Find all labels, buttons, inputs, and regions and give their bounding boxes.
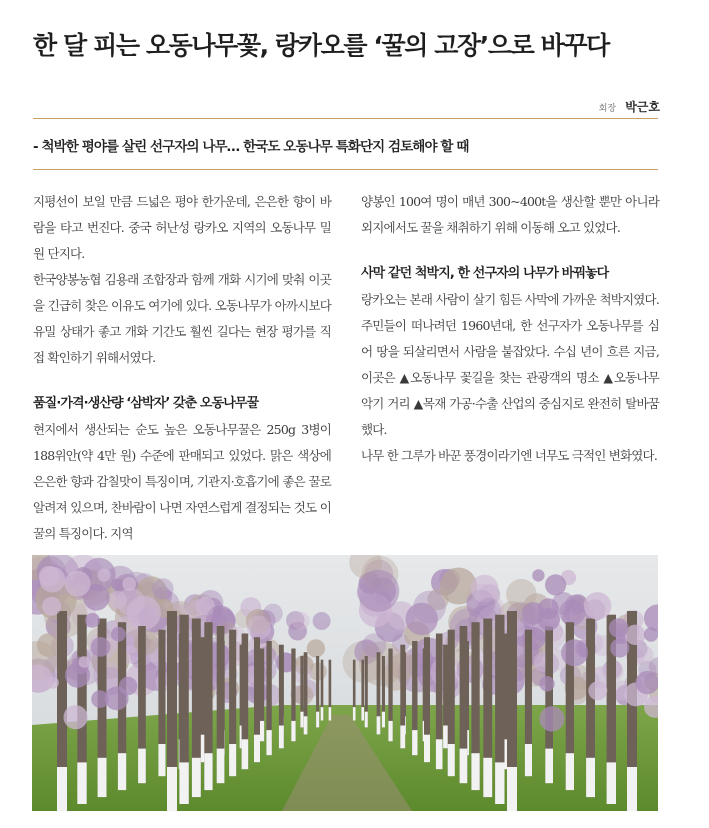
blossom-cluster: [85, 613, 100, 628]
left-column: [33, 189, 331, 547]
trunk-whitewash: [158, 744, 165, 776]
blossom-cluster: [561, 639, 588, 666]
blossom-cluster: [152, 578, 173, 599]
blossom-cluster: [134, 631, 158, 655]
trunk-whitewash: [329, 707, 332, 720]
trunk-whitewash: [507, 767, 517, 811]
blossom-cluster: [538, 608, 561, 631]
trunk-whitewash: [460, 749, 468, 784]
trunk-whitewash: [291, 721, 295, 741]
blossom-cluster: [313, 612, 331, 630]
blossom-cluster: [362, 633, 386, 657]
trunk-whitewash: [217, 749, 225, 784]
blossom-cluster: [357, 570, 399, 612]
trunk-whitewash: [229, 744, 236, 776]
author-name: 박근호: [625, 100, 660, 114]
trunk-whitewash: [361, 707, 364, 720]
trunk-whitewash: [77, 762, 86, 804]
right-paragraph-1: 양봉인 100여 명이 매년 300~400t을 생산할 뿐만 아니라 외지에서도 꿀을 채취하기 위해 이동해 오고 있었다.: [361, 194, 659, 235]
blossom-cluster: [539, 706, 564, 731]
trunk-whitewash: [388, 721, 392, 741]
blossom-cluster: [532, 569, 544, 581]
trunk-whitewash: [443, 726, 448, 749]
divider-bottom: [33, 169, 658, 170]
blossom-cluster: [413, 591, 446, 624]
trunk-whitewash: [260, 721, 264, 741]
blossom-cluster: [559, 599, 585, 625]
blossom-cluster: [588, 681, 607, 700]
blossom-cluster: [97, 569, 110, 582]
trunk-whitewash: [316, 712, 319, 728]
trunk-whitewash: [436, 739, 443, 769]
trunk-whitewash: [321, 707, 324, 720]
trunk-whitewash: [545, 749, 553, 784]
blossom-cluster: [42, 597, 61, 616]
blossom-cluster: [111, 578, 123, 590]
article-subtitle: - 척박한 평야를 살린 선구자의 나무… 한국도 오동나무 특화단지 검토해야 할 때: [33, 139, 469, 155]
trunk-whitewash: [448, 744, 455, 776]
author-byline: [599, 96, 660, 115]
trunk-whitewash: [400, 726, 405, 749]
right-column: [361, 189, 659, 469]
right-paragraph-2: 랑카오는 본래 사람이 살기 힘든 사막에 가까운 척박지였다. 주민들이 떠나려던 1960년대, 한 선구자가 오동나무를 심어 땅을 되살리면서 사람을 붙잡았다. 수십 년이 흐른 지금, 이곳은 ▲오동나무 꽃길을 찾는 관광객의 명소 ▲오동나무 악기 거리 ▲목재 가공·수출 산업의 중심지로 완전히 탈바꿈했다.: [361, 292, 659, 437]
trunk-whitewash: [483, 758, 492, 797]
trunk-whitewash: [566, 753, 574, 790]
blossom-cluster: [292, 612, 310, 630]
blossom-cluster: [47, 677, 59, 689]
trunk-whitewash: [424, 735, 430, 763]
photo-illustration: [32, 555, 658, 811]
blossom-cluster: [545, 574, 566, 595]
left-section-heading: 품질·가격·생산량 ‘삼박자’ 갖춘 오동나무꿀: [33, 396, 259, 411]
trunk-whitewash: [304, 716, 308, 734]
trunk-whitewash: [627, 767, 637, 811]
trunk-whitewash: [118, 753, 126, 790]
blossom-cluster: [78, 656, 90, 668]
trunk-whitewash: [98, 758, 107, 797]
right-section-heading: 사막 같던 척박지, 한 선구자의 나무가 바꿔놓다: [361, 266, 609, 281]
trunk-whitewash: [192, 758, 201, 797]
trunk-whitewash: [204, 753, 212, 790]
blossom-cluster: [471, 575, 499, 603]
trunk-whitewash: [167, 767, 177, 811]
trunk-whitewash: [179, 762, 188, 804]
blossom-cluster: [610, 638, 629, 657]
divider-top: [33, 118, 658, 119]
blossom-cluster: [539, 676, 554, 691]
blossom-cluster: [111, 627, 126, 642]
trunk-whitewash: [300, 712, 303, 728]
blossom-cluster: [584, 592, 612, 620]
blossom-cluster: [91, 637, 111, 657]
blossom-cluster: [307, 639, 325, 657]
author-role: 회장: [598, 104, 617, 114]
blossom-cluster: [634, 645, 653, 664]
blossom-cluster: [127, 596, 161, 630]
article-title: 한 달 피는 오동나무꽃, 랑카오를 ‘꿀의 고장’으로 바꾸다: [33, 31, 609, 60]
blossom-cluster: [636, 671, 659, 694]
trunk-whitewash: [377, 716, 381, 734]
trunk-whitewash: [365, 712, 368, 728]
trunk-whitewash: [138, 749, 146, 784]
trunk-whitewash: [254, 735, 260, 763]
blossom-cluster: [64, 705, 88, 729]
paulownia-avenue-photo: [32, 555, 658, 811]
trunk-whitewash: [471, 753, 479, 790]
blossom-cluster: [39, 566, 60, 587]
right-paragraph-3: 나무 한 그루가 바꾼 풍경이라기엔 너무도 극적인 변화였다.: [361, 448, 657, 463]
trunk-whitewash: [525, 744, 532, 776]
trunk-whitewash: [586, 758, 595, 797]
blossom-cluster: [263, 604, 283, 624]
trunk-whitewash: [279, 726, 284, 749]
blossom-cluster: [609, 618, 629, 638]
trunk-whitewash: [242, 739, 249, 769]
blossom-cluster: [91, 690, 109, 708]
trunk-whitewash: [266, 730, 271, 755]
left-paragraph-1: 지평선이 보일 만큼 드넓은 평야 한가운데, 은은한 향이 바람을 타고 번진다. 중국 허난성 랑카오 지역의 오동나무 밀원 단지다.: [33, 194, 331, 261]
trunk-whitewash: [412, 730, 417, 755]
blossom-cluster: [65, 571, 91, 597]
left-paragraph-3: 현지에서 생산되는 순도 높은 오동나무꿀은 250g 3병이 188위안(약 4만 원) 수준에 판매되고 있었다. 맑은 색상에 은은한 향과 감칠맛이 특징이며, 기관지·호흡기에 좋은 꿀로 알려져 있으며, 찬바람이 나면 자연스럽게 결정되는 것도 이 꿀의 특징이다. 지역: [33, 422, 331, 541]
blossom-cluster: [122, 577, 136, 591]
trunk-whitewash: [607, 762, 616, 804]
trunk-whitewash: [353, 707, 356, 720]
trunk-whitewash: [495, 762, 504, 804]
blossom-cluster: [119, 677, 137, 695]
left-paragraph-2: 한국양봉농협 김용래 조합장과 함께 개화 시기에 맞춰 이곳을 긴급히 찾은 이유도 여기에 있다. 오동나무가 아까시보다 유밀 상태가 좋고 개화 기간도 훨씬 길다는 현장 평가를 직접 확인하기 위해서였다.: [33, 272, 331, 365]
trunk-whitewash: [382, 712, 385, 728]
trunk-whitewash: [57, 767, 67, 811]
